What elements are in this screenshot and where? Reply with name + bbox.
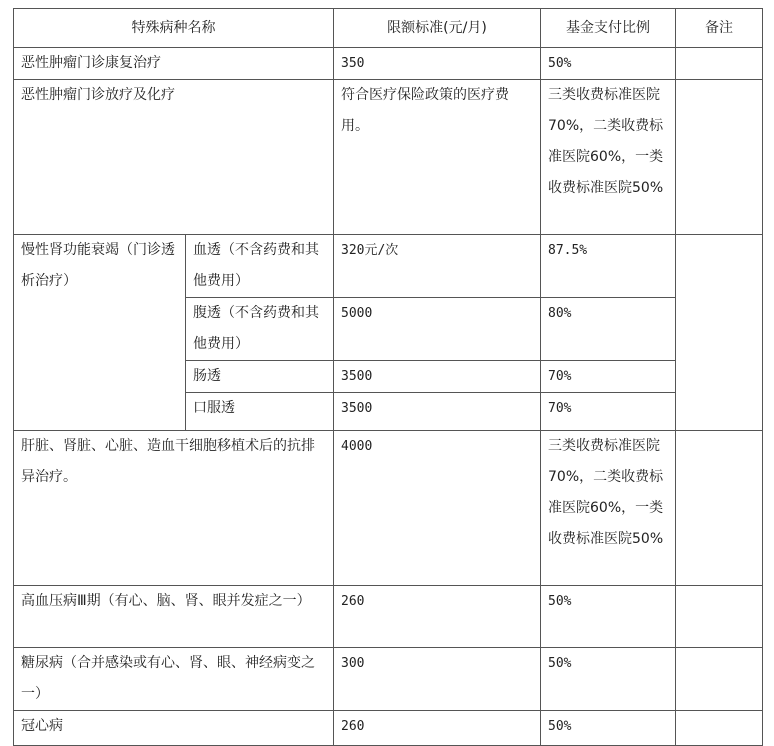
table-row <box>14 235 763 298</box>
row-note <box>676 431 763 586</box>
row-ratio: 三类收费标准医院70%，二类收费标准医院60%，一类收费标准医院50% <box>541 80 676 235</box>
row-name: 高血压病Ⅲ期（有心、脑、肾、眼并发症之一） <box>14 586 334 648</box>
row-ratio: 50% <box>541 648 676 711</box>
table-row <box>14 711 763 746</box>
sub-row-ratio: 70% <box>541 361 676 393</box>
sub-row-name: 肠透 <box>186 361 334 393</box>
table-row <box>14 431 763 586</box>
header-ratio: 基金支付比例 <box>541 9 676 48</box>
table-row <box>14 586 763 648</box>
row-name: 慢性肾功能衰竭（门诊透析治疗） <box>14 235 186 431</box>
row-name: 恶性肿瘤门诊康复治疗 <box>14 48 334 80</box>
header-row <box>14 9 763 48</box>
row-limit: 符合医疗保险政策的医疗费用。 <box>334 80 541 235</box>
row-limit: 300 <box>334 648 541 711</box>
row-note <box>676 586 763 648</box>
row-name: 恶性肿瘤门诊放疗及化疗 <box>14 80 334 235</box>
sub-row-limit: 320元/次 <box>334 235 541 298</box>
sub-row-limit: 3500 <box>334 361 541 393</box>
row-name: 冠心病 <box>14 711 334 746</box>
sub-row-name: 口服透 <box>186 393 334 431</box>
row-name: 肝脏、肾脏、心脏、造血干细胞移植术后的抗排异治疗。 <box>14 431 334 586</box>
sub-row-name: 血透（不含药费和其他费用） <box>186 235 334 298</box>
row-note <box>676 711 763 746</box>
row-limit: 4000 <box>334 431 541 586</box>
sub-row-limit: 3500 <box>334 393 541 431</box>
row-ratio: 50% <box>541 711 676 746</box>
row-limit: 260 <box>334 586 541 648</box>
sub-row-limit: 5000 <box>334 298 541 361</box>
row-note <box>676 80 763 235</box>
row-note <box>676 48 763 80</box>
row-ratio: 50% <box>541 586 676 648</box>
sub-row-name: 腹透（不含药费和其他费用） <box>186 298 334 361</box>
row-note <box>676 648 763 711</box>
row-ratio: 三类收费标准医院70%，二类收费标准医院60%，一类收费标准医院50% <box>541 431 676 586</box>
header-note: 备注 <box>676 9 763 48</box>
row-limit: 350 <box>334 48 541 80</box>
table-row <box>14 648 763 711</box>
sub-row-ratio: 87.5% <box>541 235 676 298</box>
header-name: 特殊病种名称 <box>14 9 334 48</box>
row-note <box>676 235 763 431</box>
row-ratio: 50% <box>541 48 676 80</box>
table-row <box>14 80 763 235</box>
row-name: 糖尿病（合并感染或有心、肾、眼、神经病变之一） <box>14 648 334 711</box>
sub-row-ratio: 70% <box>541 393 676 431</box>
row-limit: 260 <box>334 711 541 746</box>
special-disease-table <box>13 8 763 746</box>
header-limit: 限额标准(元/月) <box>334 9 541 48</box>
table-row <box>14 48 763 80</box>
sub-row-ratio: 80% <box>541 298 676 361</box>
